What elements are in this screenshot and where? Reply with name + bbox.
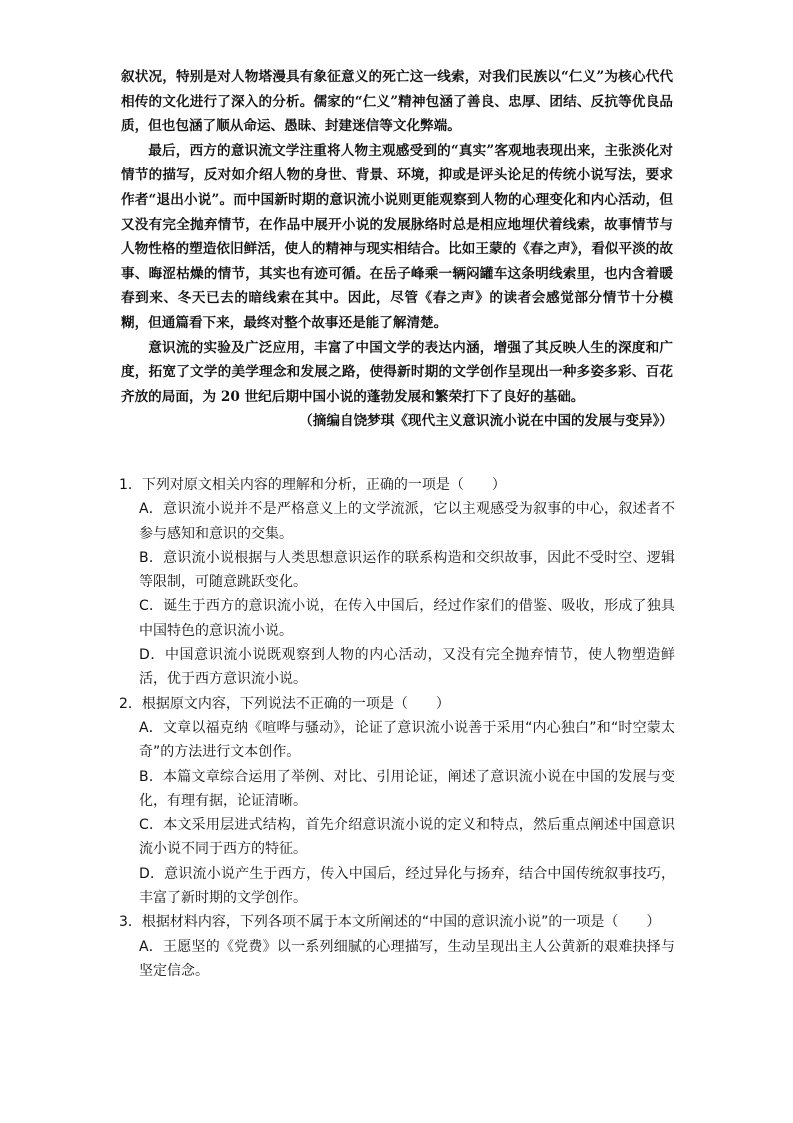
option-c: C．诞生于西方的意识流小说，在传入中国后，经过作家们的借鉴、吸收，形成了独具中国特色的意识流小说。 <box>139 598 675 639</box>
passage-paragraph-3: 意识流的实验及广泛应用，丰富了中国文学的表达内涵，增强了其反映人生的深度和广度，拓宽了文学的美学理念和发展之路，使得新时期的文学创作呈现出一种多姿多彩、百花齐放的局面，为 20 世纪后期中国小说的蓬勃发展和繁荣打下了良好的基础。 <box>121 339 673 405</box>
passage-paragraph-2: 最后，西方的意识流文学注重将人物主观感受到的“真实”客观地表现出来，主张淡化对情节的描写，反对如介绍人物的身世、背景、环境，抑或是评头论足的传统小说写法，要求作者“退出小说”。而中国新时期的意识流小说则更能观察到人物的心理变化和内心活动，但又没有完全抛弃情节，在作品中展开小说的发展脉络时总是相应地埋伏着线索，故事情节与人物性格的塑造依旧鲜活，使人的精神与现实相结合。比如王蒙的《春之声》，看似平淡的故事、晦涩枯燥的情节，其实也有迹可循。在岳子峰乘一辆闷罐车这条明线索里，也内含着暖春到来、冬天已去的暗线索在其中。因此，尽管《春之声》的读者会感觉部分情节十分模糊，但通篇看下来，最终对整个故事还是能了解清楚。 <box>121 142 673 331</box>
question-stem: 3．根据材料内容，下列各项不属于本文所阐述的“中国的意识流小说”的一项是（ ） <box>119 914 661 931</box>
question-1 <box>119 473 675 692</box>
question-stem: 2．根据原文内容，下列说法不正确的一项是（ ） <box>119 695 450 712</box>
passage-paragraph-continuation: 叙状况，特别是对人物塔漫具有象征意义的死亡这一线索，对我们民族以“仁义”为核心代代相传的文化进行了深入的分析。儒家的“仁义”精神包涵了善良、忠厚、团结、反抗等优良品质，但也包涵了顺从命运、愚昧、封建迷信等文化弊端。 <box>121 69 673 135</box>
option-a: A．文章以福克纳《喧哗与骚动》，论证了意识流小说善于采用“内心独白”和“时空蒙太奇”的方法进行文本创作。 <box>139 719 675 761</box>
question-list <box>119 473 675 983</box>
question-3 <box>119 910 675 983</box>
option-a: A．意识流小说并不是严格意义上的文学流派，它以主观感受为叙事的中心，叙述者不参与感知和意识的交集。 <box>139 501 675 542</box>
passage-source: （摘编自饶梦琪《现代主义意识流小说在中国的发展与变异》） <box>299 413 673 430</box>
option-b: B．本篇文章综合运用了举例、对比、引用论证，阐述了意识流小说在中国的发展与变化，有理有据，论证清晰。 <box>139 768 675 809</box>
option-a: A．王愿坚的《党费》以一系列细腻的心理描写，生动呈现出主人公黄新的艰难抉择与坚定信念。 <box>139 938 675 979</box>
reading-passage <box>121 65 673 434</box>
option-d: D．中国意识流小说既观察到人物的内心活动，又没有完全抛弃情节，使人物塑造鲜活，优于西方意识流小说。 <box>139 647 675 688</box>
question-2 <box>119 692 675 911</box>
option-b: B．意识流小说根据与人类思想意识运作的联系构造和交织故事，因此不受时空、逻辑等限制，可随意跳跃变化。 <box>139 549 675 591</box>
question-stem: 1．下列对原文相关内容的理解和分析，正确的一项是（ ） <box>119 477 506 493</box>
option-c: C．本文采用层进式结构，首先介绍意识流小说的定义和特点，然后重点阐述中国意识流小说不同于西方的特征。 <box>139 817 675 858</box>
option-d: D．意识流小说产生于西方，传入中国后，经过异化与扬弃，结合中国传统叙事技巧，丰富了新时期的文学创作。 <box>139 865 675 907</box>
